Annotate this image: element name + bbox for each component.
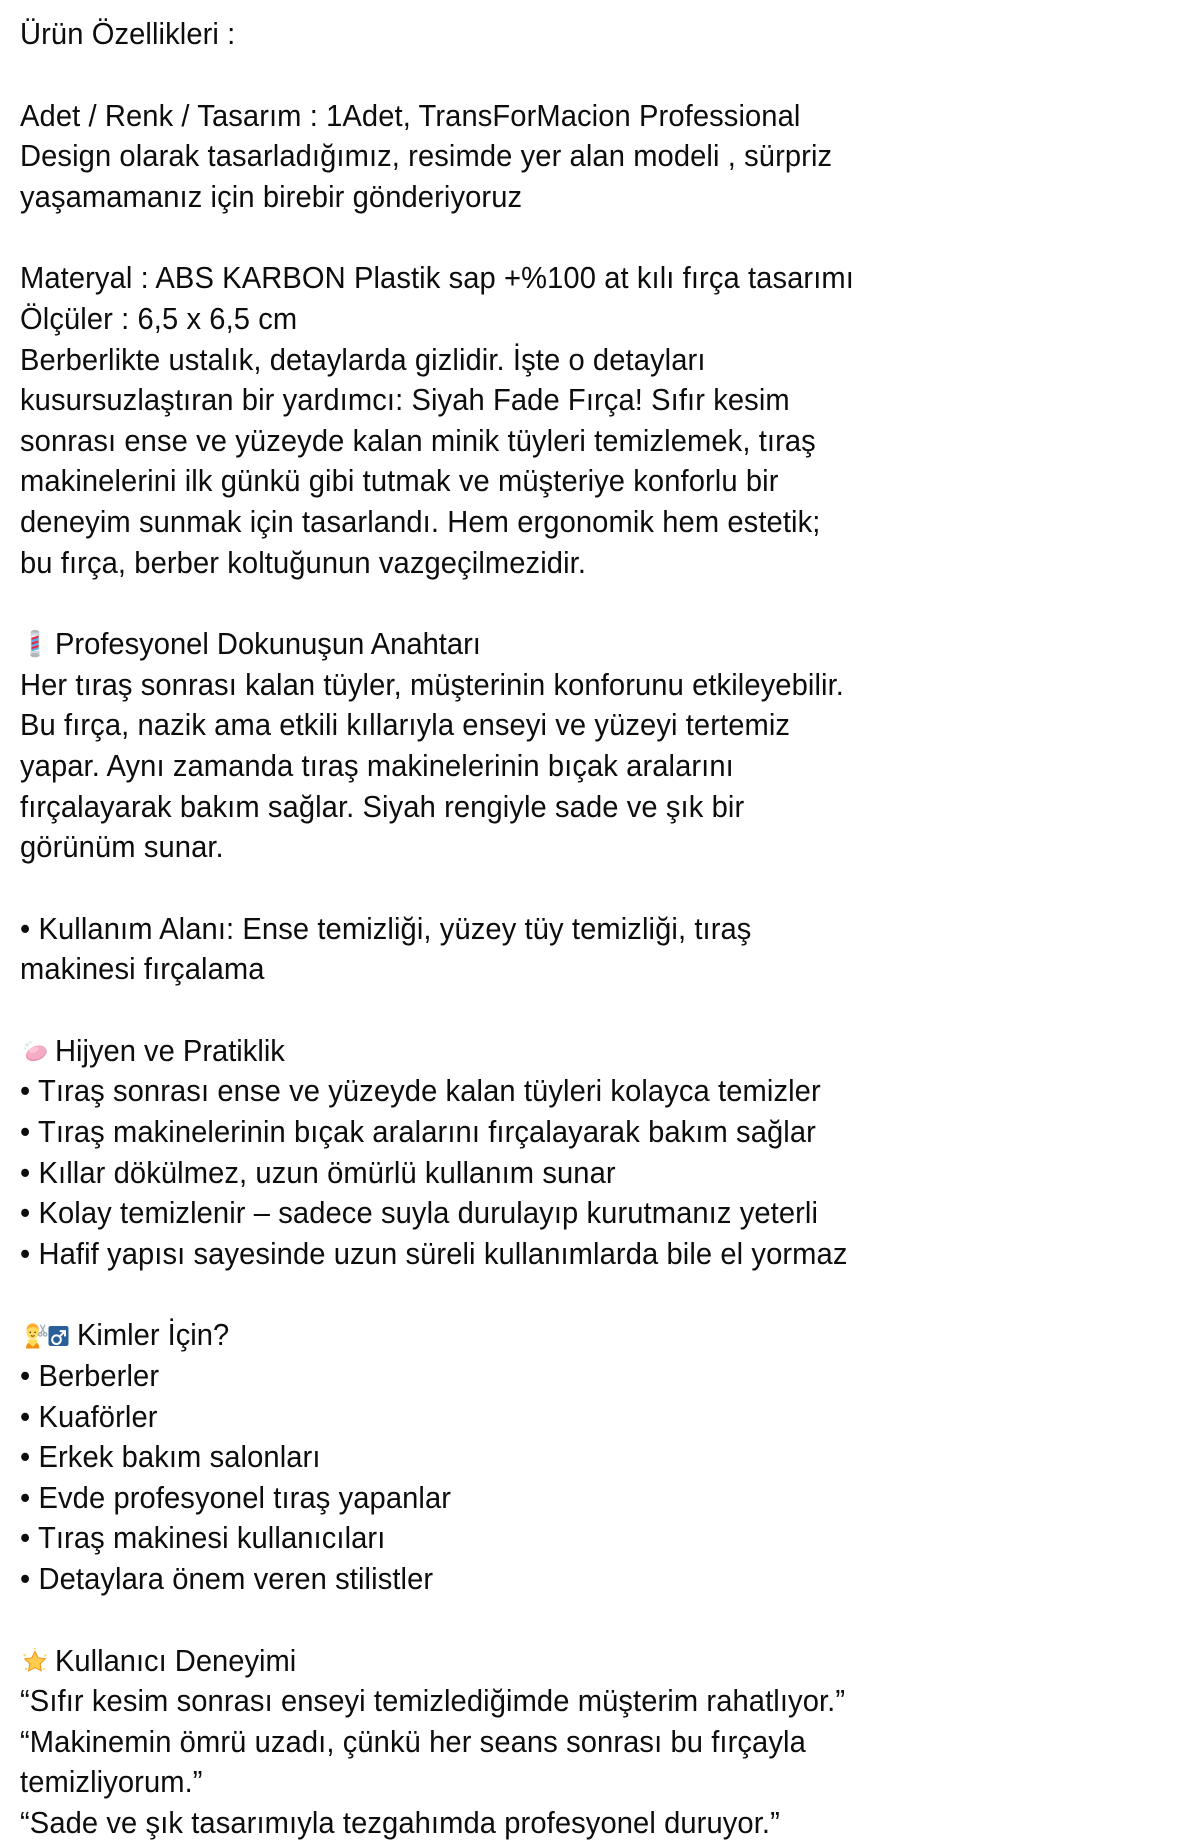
glowing-star-icon bbox=[20, 1646, 50, 1676]
experience-quote-2-line-2: temizliyorum.” bbox=[20, 1765, 203, 1800]
professional-line-2: Bu fırça, nazik ama etkili kıllarıyla enseyi ve yüzeyi tertemiz bbox=[20, 708, 791, 743]
spacer bbox=[0, 990, 1200, 1031]
professional-line-3: yapar. Aynı zamanda tıraş makinelerinin bıçak aralarını bbox=[20, 748, 734, 783]
material-line-8: bu fırça, berber koltuğunun vazgeçilmezidir. bbox=[20, 545, 587, 580]
spacer bbox=[0, 583, 1200, 624]
audience-heading-row bbox=[20, 1315, 1178, 1356]
specs-line-2: Design olarak tasarladığımız, resimde yer alan modeli , sürpriz bbox=[20, 139, 833, 174]
usage-section bbox=[0, 909, 1200, 990]
spacer bbox=[0, 1600, 1200, 1641]
audience-item: • Tıraş makinesi kullanıcıları bbox=[20, 1521, 386, 1556]
professional-heading: Profesyonel Dokunuşun Anahtarı bbox=[55, 627, 481, 662]
hygiene-item: • Kolay temizlenir – sadece suyla durulayıp kurutmanız yeterli bbox=[20, 1196, 819, 1231]
material-line-3: Berberlikte ustalık, detaylarda gizlidir. İşte o detayları bbox=[20, 342, 706, 377]
spacer bbox=[0, 55, 1200, 96]
professional-heading-row bbox=[20, 624, 1178, 665]
hygiene-item: • Kıllar dökülmez, uzun ömürlü kullanım sunar bbox=[20, 1155, 616, 1190]
experience-quote-2-line-1: “Makinemin ömrü uzadı, çünkü her seans sonrası bu fırçayla bbox=[20, 1724, 806, 1759]
hygiene-section bbox=[0, 1031, 1200, 1275]
hygiene-item: • Hafif yapısı sayesinde uzun süreli kullanımlarda bile el yormaz bbox=[20, 1236, 848, 1271]
hygiene-item: • Tıraş sonrası ense ve yüzeyde kalan tüyleri kolayca temizler bbox=[20, 1074, 821, 1109]
professional-line-4: fırçalayarak bakım sağlar. Siyah rengiyle sade ve şık bir bbox=[20, 789, 745, 824]
audience-item: • Detaylara önem veren stilistler bbox=[20, 1562, 434, 1596]
professional-line-1: Her tıraş sonrası kalan tüyler, müşterinin konforunu etkileyebilir. bbox=[20, 667, 844, 702]
spacer bbox=[0, 217, 1200, 258]
hygiene-heading-row bbox=[20, 1031, 1178, 1072]
audience-heading: Kimler İçin? bbox=[77, 1318, 230, 1353]
specs-paragraph bbox=[0, 96, 1200, 218]
barber-pole-icon bbox=[20, 629, 50, 659]
material-line-6: makinelerini ilk günkü gibi tutmak ve müşteriye konforlu bir bbox=[20, 464, 779, 499]
page-title-block bbox=[0, 14, 1200, 55]
audience-item: • Berberler bbox=[20, 1359, 160, 1394]
material-line-2: Ölçüler : 6,5 x 6,5 cm bbox=[20, 301, 298, 336]
hygiene-item: • Tıraş makinelerinin bıçak aralarını fırçalayarak bakım sağlar bbox=[20, 1115, 816, 1150]
experience-quote-3: “Sade ve şık tasarımıyla tezgahımda profesyonel duruyor.” bbox=[20, 1805, 780, 1840]
audience-item: • Erkek bakım salonları bbox=[20, 1440, 321, 1475]
specs-line-1: Adet / Renk / Tasarım : 1Adet, TransForMacion Professional bbox=[20, 98, 801, 133]
specs-line-3: yaşamamanız için birebir gönderiyoruz bbox=[20, 179, 523, 214]
spacer bbox=[0, 1274, 1200, 1315]
man-getting-haircut-icon bbox=[20, 1321, 72, 1351]
material-line-5: sonrası ense ve yüzeyde kalan minik tüyleri temizlemek, tıraş bbox=[20, 423, 816, 458]
audience-item: • Evde profesyonel tıraş yapanlar bbox=[20, 1480, 452, 1515]
material-line-7: deneyim sunmak için tasarlandı. Hem ergonomik hem estetik; bbox=[20, 504, 821, 539]
experience-heading: Kullanıcı Deneyimi bbox=[55, 1643, 297, 1678]
spacer bbox=[0, 868, 1200, 909]
hygiene-heading: Hijyen ve Pratiklik bbox=[55, 1033, 285, 1068]
experience-quote-1: “Sıfır kesim sonrası enseyi temizlediğimde müşterim rahatlıyor.” bbox=[20, 1684, 846, 1719]
usage-line-1: • Kullanım Alanı: Ense temizliği, yüzey tüy temizliği, tıraş bbox=[20, 911, 752, 946]
material-line-4: kusursuzlaştıran bir yardımcı: Siyah Fade Fırça! Sıfır kesim bbox=[20, 383, 790, 418]
material-paragraph bbox=[0, 258, 1200, 583]
page-title: Ürün Özellikleri : bbox=[20, 17, 236, 51]
professional-section bbox=[0, 624, 1200, 868]
material-line-1: Materyal : ABS KARBON Plastik sap +%100 at kılı fırça tasarımı bbox=[20, 261, 854, 296]
professional-line-5: görünüm sunar. bbox=[20, 830, 224, 865]
soap-icon bbox=[20, 1036, 50, 1066]
audience-section bbox=[0, 1315, 1200, 1599]
audience-item: • Kuaförler bbox=[20, 1399, 158, 1434]
experience-heading-row bbox=[20, 1641, 1178, 1682]
experience-section bbox=[0, 1641, 1200, 1844]
usage-line-2: makinesi fırçalama bbox=[20, 952, 265, 987]
